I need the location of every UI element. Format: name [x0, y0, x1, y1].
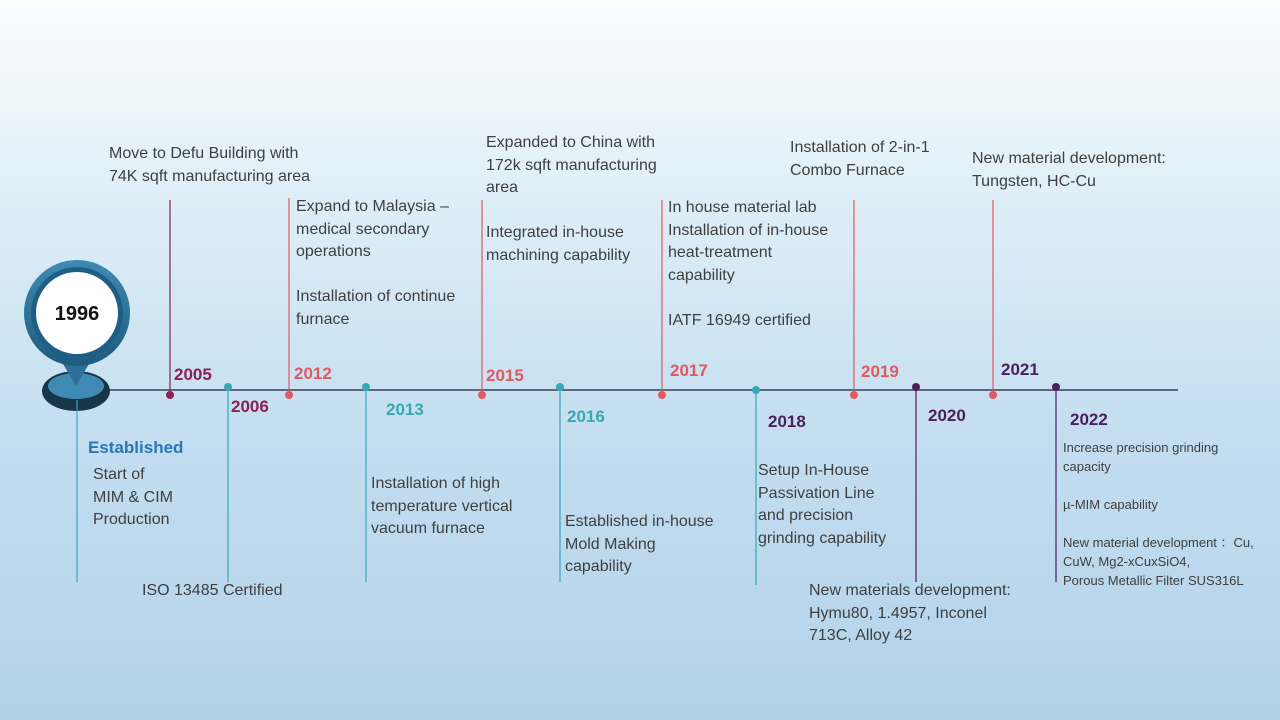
connector-2012	[285, 198, 293, 399]
established-description: Start of MIM & CIM Production	[93, 466, 173, 528]
milestone-text-2017: In house material lab Installation of in-house heat-treatment capability IATF 16949 certified	[668, 199, 829, 329]
milestone-text-2012: Expand to Malaysia – medical secondary operations Installation of continue furnace	[296, 198, 456, 328]
year-label-2006: 2006	[231, 397, 269, 416]
connector-2013	[362, 383, 370, 582]
year-label-2016: 2016	[567, 407, 605, 426]
milestone-text-2018: Setup In-House Passivation Line and precision grinding capability	[758, 462, 887, 547]
milestone-text-2021: New material development: Tungsten, HC-Cu	[972, 150, 1166, 190]
milestone-text-2015: Expanded to China with 172k sqft manufacturing area Integrated in-house machining capability	[486, 134, 657, 264]
year-label-2012: 2012	[294, 364, 332, 383]
pin-year-label: 1996	[54, 303, 100, 325]
connector-2015	[478, 200, 486, 399]
connector-2019	[850, 200, 858, 399]
connector-2005	[166, 200, 174, 399]
connector-2017	[658, 200, 666, 399]
year-label-2020: 2020	[928, 406, 966, 425]
established-label: Established	[88, 438, 184, 457]
milestone-text-2013: Installation of high temperature vertical vacuum furnace	[371, 475, 513, 537]
connector-2021	[989, 200, 997, 399]
milestone-text-2006: ISO 13485 Certified	[142, 582, 283, 599]
connector-2016	[556, 383, 564, 582]
milestone-text-2016: Established in-house Mold Making capability	[565, 513, 714, 575]
year-label-2021: 2021	[1001, 360, 1039, 379]
connector-2022	[1052, 383, 1060, 582]
connector-2020	[912, 383, 920, 582]
year-label-2022: 2022	[1070, 410, 1108, 429]
year-label-2017: 2017	[670, 361, 708, 380]
milestone-text-2005: Move to Defu Building with 74K sqft manufacturing area	[109, 145, 311, 185]
year-label-2019: 2019	[861, 362, 899, 381]
milestone-text-2022: Increase precision grinding capacity µ-MIM capability New material development ：Cu, CuW, Mg2-xCuxSiO4, Porous Metallic Filter SUS316L	[1063, 440, 1254, 588]
milestone-text-2019: Installation of 2-in-1 Combo Furnace	[790, 139, 930, 179]
year-label-2005: 2005	[174, 365, 212, 384]
year-label-2015: 2015	[486, 366, 524, 385]
year-label-2013: 2013	[386, 400, 424, 419]
year-label-2018: 2018	[768, 412, 806, 431]
milestone-text-2020: New materials development: Hymu80, 1.4957, Inconel 713C, Alloy 42	[809, 582, 1011, 644]
